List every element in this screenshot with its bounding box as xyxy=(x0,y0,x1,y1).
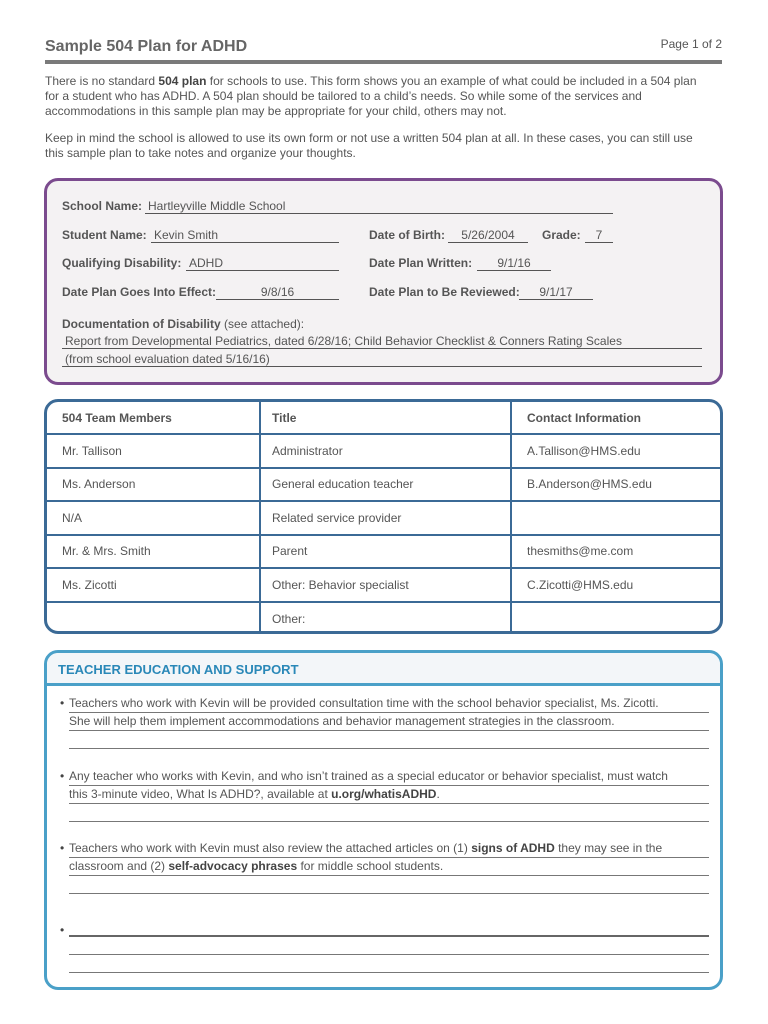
contact-cell[interactable] xyxy=(511,501,720,535)
school-name-label: School Name: xyxy=(62,199,143,213)
school-name-field[interactable]: Hartleyville Middle School xyxy=(145,199,613,214)
self-advocacy-term: self-advocacy phrases xyxy=(168,859,298,873)
dob-label: Date of Birth: xyxy=(369,228,445,242)
page-header xyxy=(45,36,722,64)
contact-cell[interactable] xyxy=(511,602,720,635)
title-cell[interactable]: General education teacher xyxy=(260,468,511,502)
member-cell[interactable] xyxy=(47,602,260,635)
support-item-3-line-2[interactable]: classroom and (2) self-advocacy phrases for middle school students. xyxy=(69,858,709,876)
bullet-4: • xyxy=(60,923,65,937)
table-row xyxy=(47,602,720,635)
disability-label: Qualifying Disability: xyxy=(62,256,182,270)
member-cell[interactable]: Mr. Tallison xyxy=(47,434,260,468)
team-table-box xyxy=(44,399,723,634)
support-item-4-line-1[interactable] xyxy=(69,919,709,937)
table-header-row xyxy=(47,402,720,434)
contact-cell[interactable]: C.Zicotti@HMS.edu xyxy=(511,568,720,602)
plan-written-label: Date Plan Written: xyxy=(369,256,473,270)
support-item-1-line-3[interactable] xyxy=(69,731,709,749)
member-cell[interactable]: Ms. Zicotti xyxy=(47,568,260,602)
support-item-1-line-1[interactable]: Teachers who work with Kevin will be provided consultation time with the school behavior specialist, Ms. Zicotti. xyxy=(69,695,709,713)
support-item-2-line-2[interactable]: this 3-minute video, What Is ADHD?, available at u.org/whatisADHD. xyxy=(69,786,709,804)
page-number: Page 1 of 2 xyxy=(660,37,722,51)
header-team-members: 504 Team Members xyxy=(47,402,260,434)
bullet-1: • xyxy=(60,696,65,710)
support-item-3-line-3[interactable] xyxy=(69,876,709,894)
video-link: u.org/whatisADHD xyxy=(331,787,437,801)
contact-cell[interactable]: A.Tallison@HMS.edu xyxy=(511,434,720,468)
intro-paragraph-2: Keep in mind the school is allowed to use its own form or not use a written 504 plan at all. In these cases, you can still use this sample plan to take notes and organize your thoughts. xyxy=(45,131,693,160)
team-table xyxy=(47,402,720,634)
support-item-3-line-1[interactable]: Teachers who work with Kevin must also review the attached articles on (1) signs of ADHD they may see in the xyxy=(69,840,709,858)
signs-of-adhd-term: signs of ADHD xyxy=(471,841,555,855)
member-cell[interactable]: N/A xyxy=(47,501,260,535)
documentation-line-1[interactable]: Report from Developmental Pediatrics, dated 6/28/16; Child Behavior Checklist & Conners Rating Scales xyxy=(62,334,702,349)
page-title: Sample 504 Plan for ADHD xyxy=(45,38,248,55)
student-name-label: Student Name: xyxy=(62,228,147,242)
grade-field[interactable]: 7 xyxy=(585,228,613,243)
support-item-2-line-1[interactable]: Any teacher who works with Kevin, and who isn’t trained as a special educator or behavior specialist, must watch xyxy=(69,768,709,786)
grade-label: Grade: xyxy=(542,228,581,242)
documentation-label: Documentation of Disability (see attached): xyxy=(62,317,305,331)
support-item-4-line-3[interactable] xyxy=(69,955,709,973)
table-row xyxy=(47,468,720,502)
plan-written-field[interactable]: 9/1/16 xyxy=(477,256,551,271)
table-row xyxy=(47,535,720,569)
title-cell[interactable]: Other: xyxy=(260,602,511,635)
table-row xyxy=(47,434,720,468)
bullet-3: • xyxy=(60,841,65,855)
contact-cell[interactable]: B.Anderson@HMS.edu xyxy=(511,468,720,502)
documentation-line-2[interactable]: (from school evaluation dated 5/16/16) xyxy=(62,352,702,367)
intro-paragraph-1: There is no standard 504 plan for schools to use. This form shows you an example of what could be included in a 504 plan for a student who has ADHD. A 504 plan should be tailored to a child’s needs. So while some of the services and accommodations in this sample plan may be appropriate for your child, others may not. xyxy=(45,74,697,118)
support-item-2-line-3[interactable] xyxy=(69,804,709,822)
title-cell[interactable]: Other: Behavior specialist xyxy=(260,568,511,602)
review-date-label: Date Plan to Be Reviewed: xyxy=(369,285,520,299)
student-info-box xyxy=(44,178,723,385)
support-item-1-line-2[interactable]: She will help them implement accommodations and behavior management strategies in the classroom. xyxy=(69,713,709,731)
review-date-field[interactable]: 9/1/17 xyxy=(519,285,593,300)
effect-date-label: Date Plan Goes Into Effect: xyxy=(62,285,217,299)
teacher-support-box xyxy=(44,650,723,990)
table-row xyxy=(47,568,720,602)
title-cell[interactable]: Parent xyxy=(260,535,511,569)
header-title: Title xyxy=(260,402,511,434)
teacher-support-heading: TEACHER EDUCATION AND SUPPORT xyxy=(47,653,720,686)
bullet-2: • xyxy=(60,769,65,783)
member-cell[interactable]: Ms. Anderson xyxy=(47,468,260,502)
504-plan-term: 504 plan xyxy=(158,74,207,88)
effect-date-field[interactable]: 9/8/16 xyxy=(216,285,339,300)
dob-field[interactable]: 5/26/2004 xyxy=(448,228,528,243)
title-cell[interactable]: Administrator xyxy=(260,434,511,468)
student-name-field[interactable]: Kevin Smith xyxy=(151,228,339,243)
member-cell[interactable]: Mr. & Mrs. Smith xyxy=(47,535,260,569)
support-item-4-line-2[interactable] xyxy=(69,937,709,955)
header-contact: Contact Information xyxy=(511,402,720,434)
title-cell[interactable]: Related service provider xyxy=(260,501,511,535)
contact-cell[interactable]: thesmiths@me.com xyxy=(511,535,720,569)
disability-field[interactable]: ADHD xyxy=(186,256,339,271)
table-row xyxy=(47,501,720,535)
